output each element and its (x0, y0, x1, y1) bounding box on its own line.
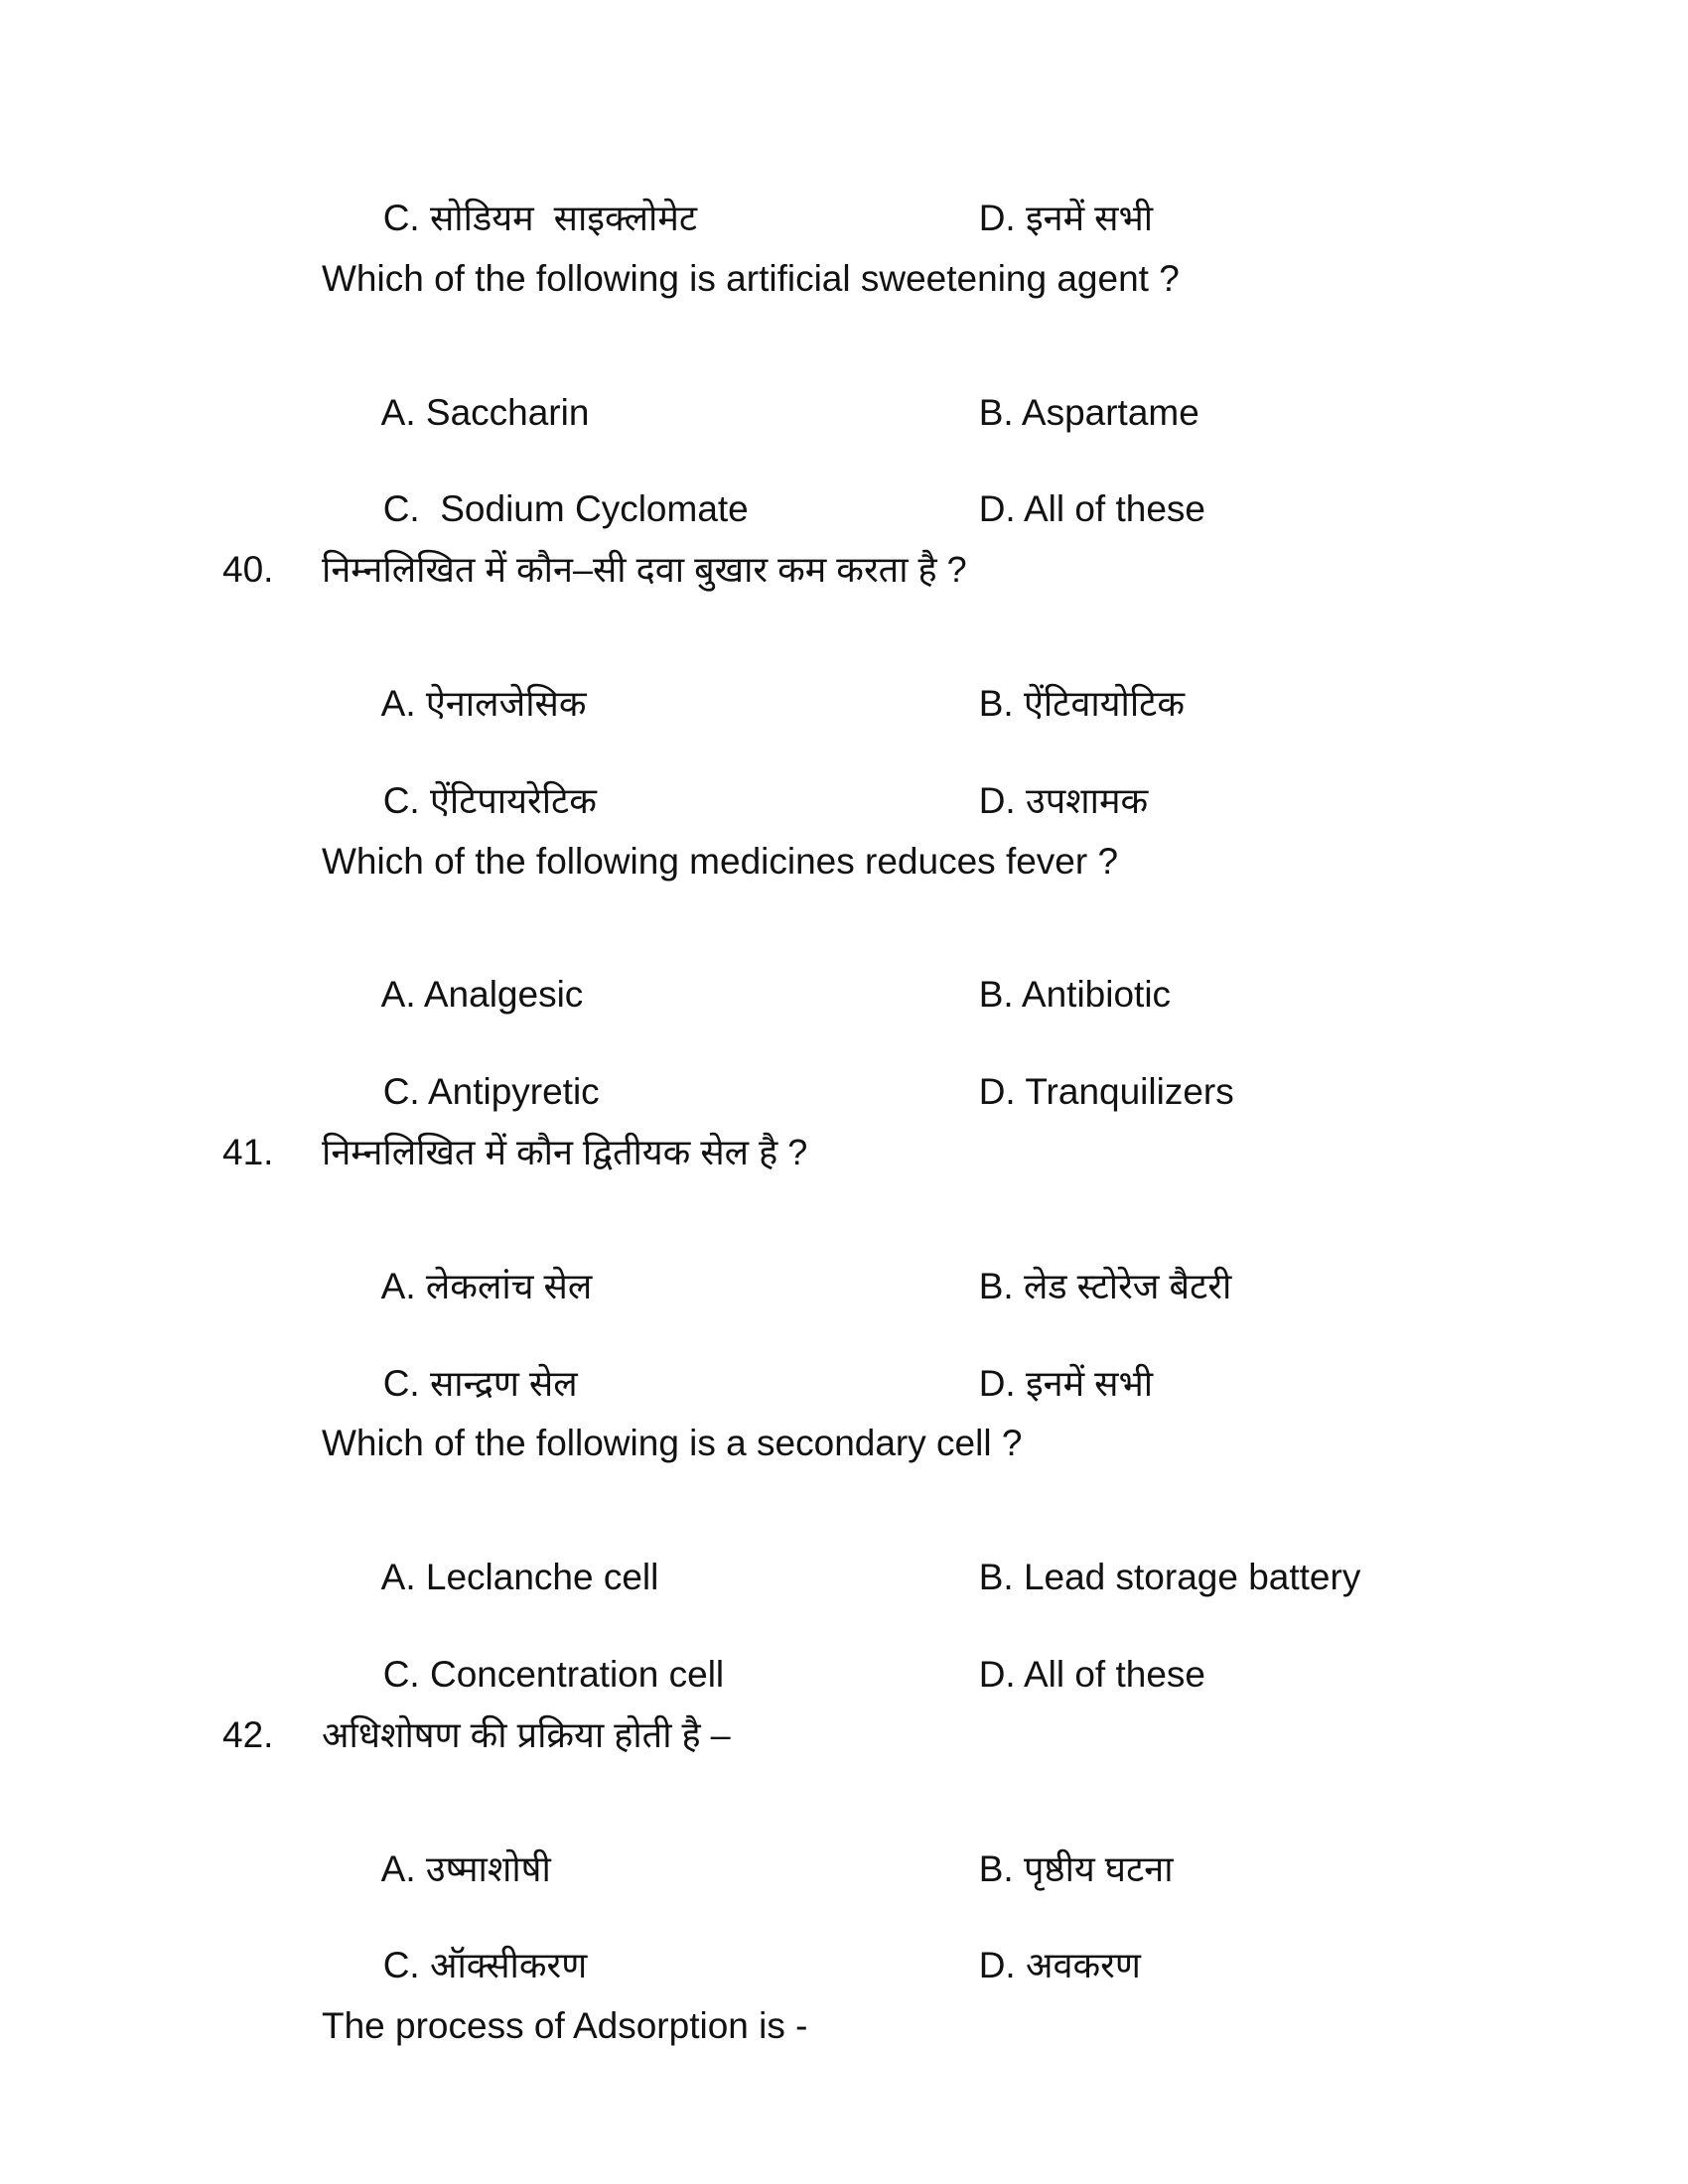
option-text: पृष्ठीय घटना (1023, 1848, 1174, 1889)
option-text: Analgesic (423, 974, 584, 1015)
option-text: Antibiotic (1021, 974, 1172, 1015)
q42-hindi-option-a (322, 1814, 551, 1924)
q40-hindi-question-row (0, 551, 1688, 591)
q40-hindi-option-a (322, 648, 587, 758)
q39-hindi-option-d (917, 163, 1153, 273)
option-letter: D. (978, 1945, 1016, 1985)
q39-english-option-a (322, 357, 589, 468)
question-number: 42. (222, 1714, 274, 1755)
q42-hindi-question: अधिशोषण की प्रक्रिया होती है – (322, 1714, 731, 1755)
q42-english-question-row (0, 2007, 1688, 2047)
q41-english-options-row-ab (0, 1522, 1688, 1597)
q40-english-option-b (917, 939, 1171, 1049)
option-letter: A. (380, 1557, 416, 1597)
option-letter: D. (978, 1071, 1016, 1112)
option-letter: B. (978, 1557, 1014, 1597)
q41-hindi-options-row-ab (0, 1231, 1688, 1306)
option-text: Leclanche cell (425, 1557, 659, 1597)
q41-english-option-b (917, 1522, 1360, 1632)
q40-hindi-question: निम्नलिखित में कौन–सी दवा बुखार कम करता है ? (322, 549, 967, 590)
option-text: Saccharin (425, 392, 590, 433)
q39-english-option-c (322, 454, 749, 564)
q40-hindi-options-row-cd (0, 746, 1688, 821)
q39-english-question: Which of the following is artificial sweetening agent ? (322, 258, 1180, 299)
option-text: All of these (1023, 1654, 1205, 1695)
option-text: सान्द्रण सेल (429, 1363, 578, 1404)
option-text: ऐनालजेसिक (425, 683, 587, 724)
q42-hindi-option-c (322, 1910, 587, 2020)
q41-english-options-row-cd (0, 1619, 1688, 1695)
option-letter: B. (978, 392, 1014, 433)
option-letter: A. (380, 974, 416, 1015)
option-text: लेड स्टोरेज बैटरी (1023, 1266, 1232, 1306)
option-letter: C. (382, 1071, 420, 1112)
q42-hindi-options-row-cd (0, 1910, 1688, 1985)
q41-hindi-question: निम्नलिखित में कौन द्वितीयक सेल है ? (322, 1132, 808, 1172)
q39-english-options-row-cd (0, 454, 1688, 529)
q41-hindi-option-a (322, 1231, 592, 1341)
option-letter: B. (978, 1266, 1014, 1306)
option-text: इनमें सभी (1025, 198, 1154, 238)
option-letter: C. (382, 1945, 420, 1985)
q42-hindi-options-row-ab (0, 1814, 1688, 1889)
option-letter: B. (978, 683, 1014, 724)
option-letter: C. (382, 780, 420, 821)
q40-hindi-option-c (322, 746, 597, 856)
q40-english-question: Which of the following medicines reduces fever ? (322, 841, 1119, 882)
option-text: लेकलांच सेल (425, 1266, 593, 1306)
q41-hindi-options-row-cd (0, 1328, 1688, 1404)
q42-hindi-option-b (917, 1814, 1174, 1924)
q39-hindi-option-c (322, 163, 697, 273)
option-text: Tranquilizers (1025, 1071, 1234, 1112)
q40-hindi-option-b (917, 648, 1185, 758)
q40-english-question-row (0, 843, 1688, 883)
option-text: Lead storage battery (1023, 1557, 1361, 1597)
option-letter: C. (382, 1363, 420, 1404)
option-text: Aspartame (1021, 392, 1199, 433)
q40-english-option-d (917, 1036, 1234, 1147)
q42-english-question: The process of Adsorption is - (322, 2005, 808, 2046)
option-letter: C. (382, 198, 420, 238)
q41-english-option-a (322, 1522, 658, 1632)
option-letter: B. (978, 974, 1014, 1015)
option-text: ऐंटिपायरेटिक (429, 780, 597, 821)
q40-hindi-options-row-ab (0, 648, 1688, 724)
option-text: ऑक्सीकरण (429, 1945, 588, 1985)
q40-hindi-option-d (917, 746, 1148, 856)
q41-english-question-row (0, 1425, 1688, 1464)
question-number: 40. (222, 549, 274, 590)
option-letter: D. (978, 198, 1016, 238)
option-letter: A. (380, 392, 416, 433)
q40-english-option-c (322, 1036, 600, 1147)
option-text: Antipyretic (427, 1071, 600, 1112)
option-letter: D. (978, 780, 1016, 821)
q39-english-question-row (0, 260, 1688, 300)
q41-english-option-d (917, 1619, 1205, 1729)
option-letter: B. (978, 1848, 1014, 1889)
question-number: 41. (222, 1132, 274, 1172)
option-letter: A. (380, 1266, 416, 1306)
q41-hindi-option-b (917, 1231, 1231, 1341)
option-text: इनमें सभी (1025, 1363, 1154, 1404)
option-letter: C. (382, 1654, 420, 1695)
q40-english-options-row-cd (0, 1036, 1688, 1112)
q41-english-option-c (322, 1619, 724, 1729)
q40-english-options-row-ab (0, 939, 1688, 1015)
q42-hindi-option-d (917, 1910, 1141, 2020)
option-letter: A. (380, 1848, 416, 1889)
option-text: ऐंटिवायोटिक (1023, 683, 1185, 724)
q41-english-question: Which of the following is a secondary cell ? (322, 1423, 1023, 1463)
option-text: Sodium Cyclomate (429, 488, 749, 529)
option-letter: C. (382, 488, 420, 529)
q42-hindi-question-row (0, 1716, 1688, 1756)
option-letter: D. (978, 488, 1016, 529)
q39-english-option-b (917, 357, 1199, 468)
option-letter: D. (978, 1363, 1016, 1404)
q40-english-option-a (322, 939, 583, 1049)
option-text: All of these (1023, 488, 1205, 529)
q41-hindi-question-row (0, 1134, 1688, 1173)
option-text: उपशामक (1025, 780, 1149, 821)
q39-english-option-d (917, 454, 1205, 564)
option-letter: D. (978, 1654, 1016, 1695)
option-text: अवकरण (1025, 1945, 1141, 1985)
option-text: सोडियम साइक्लोमेट (429, 198, 697, 238)
q39-english-options-row-ab (0, 357, 1688, 433)
option-text: उष्माशोषी (425, 1848, 551, 1889)
q39-hindi-options-row-cd (0, 163, 1688, 238)
option-letter: A. (380, 683, 416, 724)
option-text: Concentration cell (429, 1654, 725, 1695)
